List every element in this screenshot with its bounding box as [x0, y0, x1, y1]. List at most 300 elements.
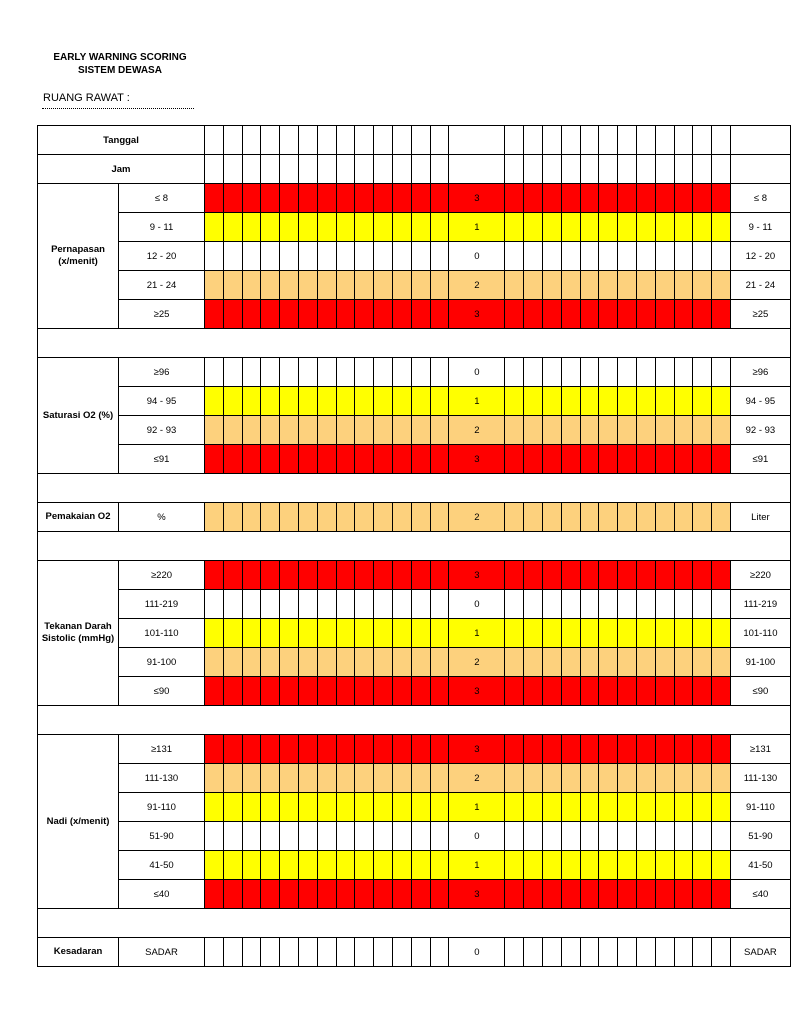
observation-cell[interactable]	[618, 300, 637, 329]
observation-cell[interactable]	[261, 822, 280, 851]
observation-cell[interactable]	[430, 764, 449, 793]
observation-cell[interactable]	[280, 358, 299, 387]
observation-cell[interactable]	[580, 764, 599, 793]
observation-cell[interactable]	[242, 300, 261, 329]
observation-cell[interactable]	[261, 503, 280, 532]
observation-cell[interactable]	[505, 677, 524, 706]
observation-cell[interactable]	[505, 503, 524, 532]
observation-cell[interactable]	[317, 184, 336, 213]
observation-cell[interactable]	[261, 851, 280, 880]
observation-cell[interactable]	[261, 387, 280, 416]
observation-cell[interactable]	[636, 242, 655, 271]
observation-cell[interactable]	[674, 851, 693, 880]
observation-cell[interactable]	[223, 619, 242, 648]
tanggal-cell[interactable]	[205, 126, 224, 155]
observation-cell[interactable]	[298, 938, 317, 967]
observation-cell[interactable]	[618, 561, 637, 590]
tanggal-cell[interactable]	[712, 126, 731, 155]
observation-cell[interactable]	[223, 445, 242, 474]
observation-cell[interactable]	[618, 358, 637, 387]
observation-cell[interactable]	[618, 503, 637, 532]
observation-cell[interactable]	[336, 242, 355, 271]
observation-cell[interactable]	[355, 880, 374, 909]
observation-cell[interactable]	[542, 271, 561, 300]
observation-cell[interactable]	[205, 445, 224, 474]
observation-cell[interactable]	[599, 851, 618, 880]
observation-cell[interactable]	[280, 880, 299, 909]
observation-cell[interactable]	[505, 880, 524, 909]
observation-cell[interactable]	[712, 358, 731, 387]
observation-cell[interactable]	[674, 793, 693, 822]
observation-cell[interactable]	[693, 242, 712, 271]
observation-cell[interactable]	[355, 300, 374, 329]
observation-cell[interactable]	[430, 561, 449, 590]
observation-cell[interactable]	[411, 300, 430, 329]
observation-cell[interactable]	[430, 445, 449, 474]
observation-cell[interactable]	[317, 387, 336, 416]
tanggal-cell[interactable]	[317, 126, 336, 155]
observation-cell[interactable]	[430, 648, 449, 677]
tanggal-cell[interactable]	[449, 126, 505, 155]
observation-cell[interactable]	[580, 416, 599, 445]
observation-cell[interactable]	[242, 648, 261, 677]
observation-cell[interactable]	[374, 938, 393, 967]
observation-cell[interactable]	[599, 764, 618, 793]
jam-cell[interactable]	[242, 155, 261, 184]
observation-cell[interactable]	[712, 590, 731, 619]
observation-cell[interactable]	[505, 793, 524, 822]
observation-cell[interactable]	[693, 648, 712, 677]
observation-cell[interactable]	[693, 590, 712, 619]
observation-cell[interactable]	[317, 416, 336, 445]
observation-cell[interactable]	[618, 213, 637, 242]
observation-cell[interactable]	[261, 184, 280, 213]
observation-cell[interactable]	[655, 619, 674, 648]
observation-cell[interactable]	[599, 590, 618, 619]
observation-cell[interactable]	[242, 271, 261, 300]
observation-cell[interactable]	[205, 938, 224, 967]
observation-cell[interactable]	[712, 822, 731, 851]
observation-cell[interactable]	[580, 735, 599, 764]
observation-cell[interactable]	[674, 445, 693, 474]
observation-cell[interactable]	[580, 590, 599, 619]
observation-cell[interactable]	[505, 590, 524, 619]
observation-cell[interactable]	[280, 619, 299, 648]
observation-cell[interactable]	[205, 184, 224, 213]
observation-cell[interactable]	[205, 677, 224, 706]
observation-cell[interactable]	[580, 503, 599, 532]
observation-cell[interactable]	[542, 735, 561, 764]
observation-cell[interactable]	[618, 619, 637, 648]
observation-cell[interactable]	[392, 822, 411, 851]
observation-cell[interactable]	[618, 445, 637, 474]
observation-cell[interactable]	[223, 503, 242, 532]
observation-cell[interactable]	[580, 445, 599, 474]
observation-cell[interactable]	[524, 416, 543, 445]
observation-cell[interactable]	[674, 764, 693, 793]
observation-cell[interactable]	[430, 503, 449, 532]
observation-cell[interactable]	[392, 387, 411, 416]
observation-cell[interactable]	[336, 880, 355, 909]
observation-cell[interactable]	[205, 793, 224, 822]
observation-cell[interactable]	[430, 271, 449, 300]
observation-cell[interactable]	[524, 561, 543, 590]
observation-cell[interactable]	[505, 938, 524, 967]
observation-cell[interactable]	[336, 416, 355, 445]
observation-cell[interactable]	[712, 619, 731, 648]
observation-cell[interactable]	[580, 793, 599, 822]
observation-cell[interactable]	[712, 880, 731, 909]
observation-cell[interactable]	[542, 938, 561, 967]
observation-cell[interactable]	[618, 851, 637, 880]
observation-cell[interactable]	[223, 648, 242, 677]
observation-cell[interactable]	[561, 445, 580, 474]
observation-cell[interactable]	[280, 851, 299, 880]
observation-cell[interactable]	[693, 561, 712, 590]
observation-cell[interactable]	[242, 764, 261, 793]
observation-cell[interactable]	[505, 561, 524, 590]
observation-cell[interactable]	[430, 619, 449, 648]
observation-cell[interactable]	[655, 503, 674, 532]
observation-cell[interactable]	[655, 445, 674, 474]
observation-cell[interactable]	[298, 677, 317, 706]
observation-cell[interactable]	[355, 387, 374, 416]
observation-cell[interactable]	[392, 590, 411, 619]
observation-cell[interactable]	[411, 764, 430, 793]
observation-cell[interactable]	[599, 880, 618, 909]
jam-cell[interactable]	[636, 155, 655, 184]
observation-cell[interactable]	[242, 619, 261, 648]
observation-cell[interactable]	[655, 880, 674, 909]
jam-cell[interactable]	[693, 155, 712, 184]
observation-cell[interactable]	[524, 300, 543, 329]
jam-cell[interactable]	[712, 155, 731, 184]
observation-cell[interactable]	[298, 822, 317, 851]
observation-cell[interactable]	[336, 503, 355, 532]
observation-cell[interactable]	[336, 793, 355, 822]
observation-cell[interactable]	[505, 764, 524, 793]
observation-cell[interactable]	[618, 648, 637, 677]
observation-cell[interactable]	[355, 184, 374, 213]
observation-cell[interactable]	[205, 300, 224, 329]
observation-cell[interactable]	[374, 387, 393, 416]
observation-cell[interactable]	[505, 300, 524, 329]
observation-cell[interactable]	[655, 590, 674, 619]
observation-cell[interactable]	[336, 822, 355, 851]
observation-cell[interactable]	[411, 648, 430, 677]
observation-cell[interactable]	[336, 387, 355, 416]
observation-cell[interactable]	[411, 561, 430, 590]
observation-cell[interactable]	[599, 358, 618, 387]
observation-cell[interactable]	[599, 561, 618, 590]
observation-cell[interactable]	[693, 851, 712, 880]
observation-cell[interactable]	[242, 851, 261, 880]
observation-cell[interactable]	[618, 416, 637, 445]
observation-cell[interactable]	[655, 561, 674, 590]
observation-cell[interactable]	[712, 851, 731, 880]
observation-cell[interactable]	[355, 503, 374, 532]
jam-cell[interactable]	[317, 155, 336, 184]
observation-cell[interactable]	[298, 416, 317, 445]
jam-cell[interactable]	[205, 155, 224, 184]
observation-cell[interactable]	[674, 822, 693, 851]
observation-cell[interactable]	[636, 590, 655, 619]
observation-cell[interactable]	[505, 416, 524, 445]
observation-cell[interactable]	[261, 300, 280, 329]
observation-cell[interactable]	[693, 822, 712, 851]
observation-cell[interactable]	[430, 822, 449, 851]
observation-cell[interactable]	[242, 213, 261, 242]
observation-cell[interactable]	[524, 503, 543, 532]
observation-cell[interactable]	[561, 387, 580, 416]
observation-cell[interactable]	[374, 242, 393, 271]
observation-cell[interactable]	[636, 387, 655, 416]
observation-cell[interactable]	[524, 358, 543, 387]
observation-cell[interactable]	[411, 445, 430, 474]
observation-cell[interactable]	[636, 184, 655, 213]
observation-cell[interactable]	[261, 358, 280, 387]
observation-cell[interactable]	[374, 213, 393, 242]
observation-cell[interactable]	[298, 851, 317, 880]
observation-cell[interactable]	[411, 358, 430, 387]
observation-cell[interactable]	[411, 677, 430, 706]
observation-cell[interactable]	[355, 764, 374, 793]
observation-cell[interactable]	[205, 416, 224, 445]
observation-cell[interactable]	[223, 590, 242, 619]
observation-cell[interactable]	[223, 387, 242, 416]
observation-cell[interactable]	[561, 793, 580, 822]
observation-cell[interactable]	[599, 648, 618, 677]
observation-cell[interactable]	[336, 213, 355, 242]
observation-cell[interactable]	[261, 445, 280, 474]
observation-cell[interactable]	[655, 764, 674, 793]
observation-cell[interactable]	[392, 445, 411, 474]
observation-cell[interactable]	[355, 416, 374, 445]
observation-cell[interactable]	[636, 358, 655, 387]
observation-cell[interactable]	[261, 764, 280, 793]
jam-cell[interactable]	[580, 155, 599, 184]
observation-cell[interactable]	[355, 793, 374, 822]
observation-cell[interactable]	[392, 735, 411, 764]
observation-cell[interactable]	[392, 184, 411, 213]
observation-cell[interactable]	[636, 416, 655, 445]
observation-cell[interactable]	[618, 880, 637, 909]
observation-cell[interactable]	[205, 764, 224, 793]
observation-cell[interactable]	[205, 851, 224, 880]
observation-cell[interactable]	[223, 300, 242, 329]
observation-cell[interactable]	[298, 793, 317, 822]
observation-cell[interactable]	[618, 242, 637, 271]
observation-cell[interactable]	[298, 561, 317, 590]
tanggal-cell[interactable]	[242, 126, 261, 155]
observation-cell[interactable]	[280, 387, 299, 416]
observation-cell[interactable]	[298, 213, 317, 242]
observation-cell[interactable]	[223, 880, 242, 909]
observation-cell[interactable]	[411, 213, 430, 242]
tanggal-cell[interactable]	[223, 126, 242, 155]
jam-cell[interactable]	[449, 155, 505, 184]
observation-cell[interactable]	[223, 938, 242, 967]
observation-cell[interactable]	[580, 271, 599, 300]
observation-cell[interactable]	[674, 880, 693, 909]
tanggal-cell[interactable]	[580, 126, 599, 155]
observation-cell[interactable]	[223, 242, 242, 271]
observation-cell[interactable]	[655, 735, 674, 764]
observation-cell[interactable]	[223, 358, 242, 387]
observation-cell[interactable]	[298, 242, 317, 271]
observation-cell[interactable]	[580, 677, 599, 706]
observation-cell[interactable]	[336, 764, 355, 793]
observation-cell[interactable]	[374, 503, 393, 532]
observation-cell[interactable]	[561, 822, 580, 851]
observation-cell[interactable]	[524, 822, 543, 851]
observation-cell[interactable]	[636, 648, 655, 677]
observation-cell[interactable]	[524, 851, 543, 880]
observation-cell[interactable]	[561, 677, 580, 706]
observation-cell[interactable]	[242, 416, 261, 445]
observation-cell[interactable]	[242, 503, 261, 532]
observation-cell[interactable]	[336, 184, 355, 213]
tanggal-cell[interactable]	[261, 126, 280, 155]
observation-cell[interactable]	[524, 793, 543, 822]
tanggal-cell[interactable]	[355, 126, 374, 155]
observation-cell[interactable]	[280, 503, 299, 532]
tanggal-cell[interactable]	[298, 126, 317, 155]
observation-cell[interactable]	[599, 416, 618, 445]
observation-cell[interactable]	[336, 648, 355, 677]
jam-cell[interactable]	[223, 155, 242, 184]
observation-cell[interactable]	[261, 561, 280, 590]
jam-cell[interactable]	[430, 155, 449, 184]
observation-cell[interactable]	[317, 619, 336, 648]
observation-cell[interactable]	[599, 184, 618, 213]
observation-cell[interactable]	[205, 880, 224, 909]
observation-cell[interactable]	[374, 822, 393, 851]
observation-cell[interactable]	[674, 271, 693, 300]
observation-cell[interactable]	[655, 648, 674, 677]
tanggal-cell[interactable]	[561, 126, 580, 155]
tanggal-right-cell[interactable]	[730, 126, 790, 155]
observation-cell[interactable]	[712, 184, 731, 213]
observation-cell[interactable]	[280, 184, 299, 213]
observation-cell[interactable]	[374, 416, 393, 445]
observation-cell[interactable]	[374, 648, 393, 677]
observation-cell[interactable]	[618, 764, 637, 793]
observation-cell[interactable]	[505, 242, 524, 271]
observation-cell[interactable]	[298, 648, 317, 677]
observation-cell[interactable]	[317, 822, 336, 851]
observation-cell[interactable]	[618, 938, 637, 967]
observation-cell[interactable]	[205, 358, 224, 387]
observation-cell[interactable]	[712, 242, 731, 271]
observation-cell[interactable]	[542, 561, 561, 590]
observation-cell[interactable]	[242, 938, 261, 967]
observation-cell[interactable]	[392, 300, 411, 329]
observation-cell[interactable]	[674, 184, 693, 213]
observation-cell[interactable]	[693, 735, 712, 764]
observation-cell[interactable]	[636, 300, 655, 329]
observation-cell[interactable]	[655, 271, 674, 300]
observation-cell[interactable]	[411, 851, 430, 880]
observation-cell[interactable]	[392, 358, 411, 387]
observation-cell[interactable]	[712, 561, 731, 590]
observation-cell[interactable]	[261, 416, 280, 445]
observation-cell[interactable]	[561, 880, 580, 909]
observation-cell[interactable]	[374, 590, 393, 619]
observation-cell[interactable]	[280, 271, 299, 300]
observation-cell[interactable]	[580, 851, 599, 880]
observation-cell[interactable]	[636, 793, 655, 822]
observation-cell[interactable]	[580, 184, 599, 213]
observation-cell[interactable]	[280, 590, 299, 619]
observation-cell[interactable]	[561, 764, 580, 793]
observation-cell[interactable]	[636, 822, 655, 851]
observation-cell[interactable]	[524, 184, 543, 213]
observation-cell[interactable]	[542, 793, 561, 822]
observation-cell[interactable]	[355, 358, 374, 387]
observation-cell[interactable]	[599, 619, 618, 648]
observation-cell[interactable]	[374, 300, 393, 329]
observation-cell[interactable]	[355, 242, 374, 271]
observation-cell[interactable]	[411, 735, 430, 764]
observation-cell[interactable]	[636, 271, 655, 300]
observation-cell[interactable]	[542, 619, 561, 648]
observation-cell[interactable]	[355, 445, 374, 474]
observation-cell[interactable]	[636, 561, 655, 590]
observation-cell[interactable]	[712, 416, 731, 445]
observation-cell[interactable]	[599, 735, 618, 764]
observation-cell[interactable]	[223, 677, 242, 706]
tanggal-cell[interactable]	[655, 126, 674, 155]
observation-cell[interactable]	[298, 300, 317, 329]
observation-cell[interactable]	[674, 735, 693, 764]
observation-cell[interactable]	[674, 561, 693, 590]
observation-cell[interactable]	[542, 822, 561, 851]
observation-cell[interactable]	[524, 242, 543, 271]
observation-cell[interactable]	[542, 851, 561, 880]
observation-cell[interactable]	[242, 387, 261, 416]
observation-cell[interactable]	[655, 358, 674, 387]
observation-cell[interactable]	[355, 735, 374, 764]
observation-cell[interactable]	[374, 271, 393, 300]
observation-cell[interactable]	[242, 677, 261, 706]
observation-cell[interactable]	[430, 735, 449, 764]
observation-cell[interactable]	[280, 735, 299, 764]
observation-cell[interactable]	[205, 242, 224, 271]
observation-cell[interactable]	[242, 242, 261, 271]
observation-cell[interactable]	[261, 242, 280, 271]
observation-cell[interactable]	[542, 764, 561, 793]
observation-cell[interactable]	[317, 503, 336, 532]
jam-cell[interactable]	[411, 155, 430, 184]
tanggal-cell[interactable]	[336, 126, 355, 155]
observation-cell[interactable]	[317, 851, 336, 880]
observation-cell[interactable]	[280, 764, 299, 793]
observation-cell[interactable]	[374, 735, 393, 764]
observation-cell[interactable]	[561, 851, 580, 880]
observation-cell[interactable]	[636, 764, 655, 793]
observation-cell[interactable]	[693, 300, 712, 329]
observation-cell[interactable]	[561, 358, 580, 387]
observation-cell[interactable]	[298, 445, 317, 474]
observation-cell[interactable]	[374, 677, 393, 706]
observation-cell[interactable]	[542, 880, 561, 909]
observation-cell[interactable]	[223, 271, 242, 300]
observation-cell[interactable]	[599, 938, 618, 967]
observation-cell[interactable]	[317, 938, 336, 967]
observation-cell[interactable]	[561, 271, 580, 300]
observation-cell[interactable]	[261, 880, 280, 909]
